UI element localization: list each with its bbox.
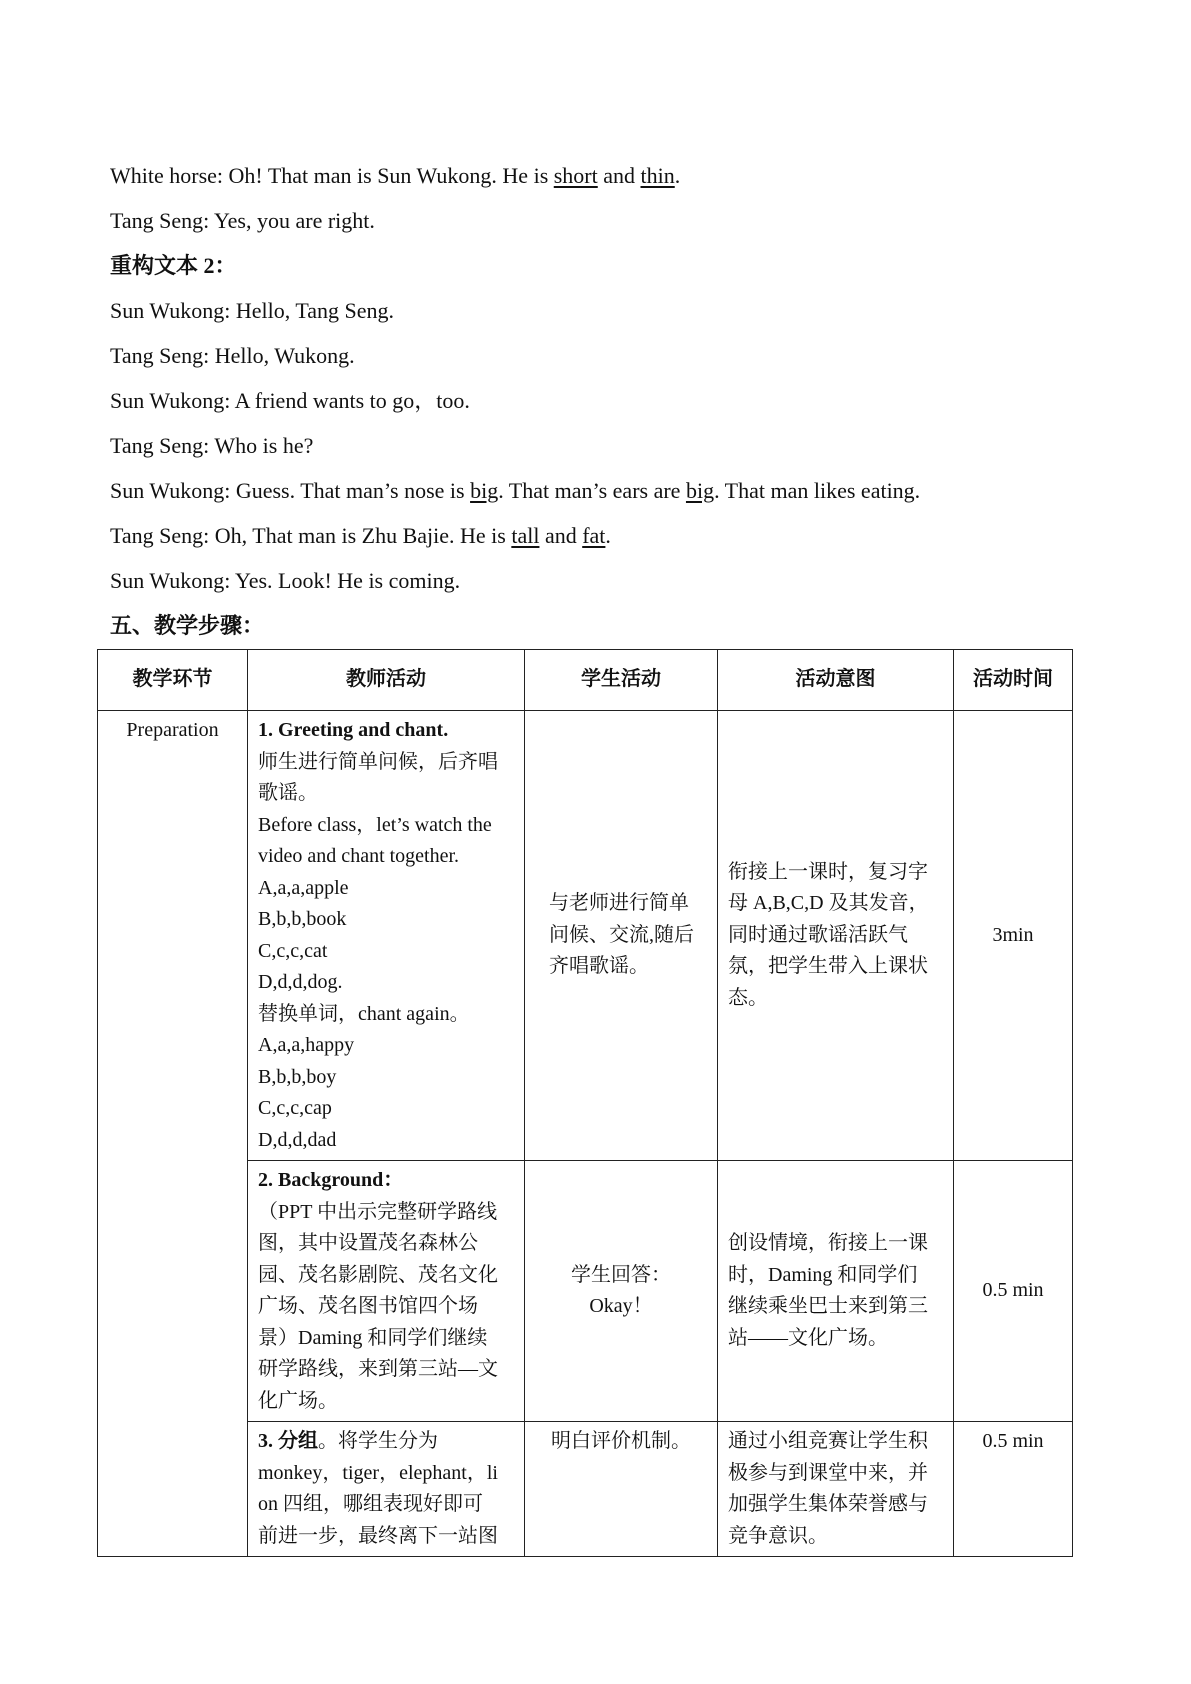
cell-text: 竞争意识。 — [728, 1524, 828, 1547]
cell-text: （PPT 中出示完整研学路线 — [258, 1200, 498, 1223]
cell-text: 研学路线，来到第三站—文 — [258, 1358, 498, 1380]
dialogue-text: . — [605, 523, 611, 548]
teacher-activity-cell — [248, 711, 525, 1161]
teacher-activity-cell — [248, 1161, 525, 1422]
dialogue-line — [110, 522, 611, 550]
cell-text: 时，Daming 和同学们 — [728, 1263, 918, 1286]
cell-text: 极参与到课堂中来，并 — [728, 1461, 928, 1484]
cell-text: 态。 — [728, 986, 768, 1009]
cell-text: A,a,a,happy — [258, 1034, 355, 1056]
cell-text: 。将学生分为 — [318, 1430, 438, 1452]
dialogue-text: and — [597, 163, 641, 188]
cell-text: on 四组，哪组表现好即可 — [258, 1493, 483, 1515]
cell-text: 通过小组竞赛让学生积 — [728, 1430, 928, 1452]
dialogue-line-white-horse — [110, 162, 680, 190]
underlined-word: tall — [511, 523, 540, 548]
cell-text: 创设情境，衔接上一课 — [728, 1232, 928, 1254]
dialogue-line: Tang Seng: Who is he? — [110, 433, 314, 458]
cell-text: C,c,c,cat — [258, 939, 328, 962]
cell-text: 师生进行简单问候，后齐唱 — [258, 750, 498, 773]
student-activity-cell — [525, 1422, 718, 1557]
dialogue-text: and — [539, 523, 583, 548]
header-purpose: 活动意图 — [718, 650, 954, 711]
cell-text: 广场、茂名图书馆四个场 — [258, 1295, 478, 1317]
dialogue-line: Tang Seng: Hello, Wukong. — [110, 343, 355, 368]
cell-text: 与老师进行简单 — [549, 892, 689, 915]
stage-label: Preparation — [126, 719, 219, 741]
underlined-word: fat — [582, 523, 606, 548]
activity-title: 2. Background： — [258, 1169, 404, 1191]
teacher-activity-cell — [248, 1422, 525, 1557]
dialogue-line: Sun Wukong: Hello, Tang Seng. — [110, 298, 394, 323]
cell-text: 齐唱歌谣。 — [549, 955, 649, 978]
activity-title: 3. 分组 — [258, 1430, 318, 1452]
cell-text: 站——文化广场。 — [728, 1326, 888, 1349]
purpose-cell — [718, 1422, 954, 1557]
time-cell — [954, 711, 1073, 1161]
stage-cell — [98, 711, 248, 1557]
cell-text: 替换单词，chant again。 — [258, 1002, 470, 1025]
cell-text: 歌谣。 — [258, 782, 318, 804]
cell-text: 问候、交流,随后 — [549, 923, 694, 946]
cell-text: 同时通过歌谣活跃气 — [728, 923, 908, 946]
underlined-word: short — [553, 163, 598, 188]
cell-text: B,b,b,book — [258, 908, 347, 930]
header-teacher-activity: 教师活动 — [248, 650, 525, 711]
teaching-steps-table — [97, 649, 1073, 1557]
dialogue-text: . That man likes eating. — [714, 478, 921, 503]
time-cell — [954, 1422, 1073, 1557]
cell-text: 图，其中设置茂名森林公 — [258, 1232, 478, 1254]
cell-text: 景）Daming 和同学们继续 — [258, 1326, 488, 1349]
cell-text: video and chant together. — [258, 845, 460, 867]
underlined-word: big — [470, 478, 499, 503]
cell-text: Before class，let’s watch the — [258, 813, 492, 836]
cell-text: D,d,d,dog. — [258, 971, 343, 993]
cell-text: 园、茂名影剧院、茂名文化 — [258, 1263, 498, 1286]
cell-text: 学生回答： — [571, 1263, 671, 1286]
dialogue-line: Sun Wukong: A friend wants to go，too. — [110, 388, 470, 413]
purpose-cell — [718, 711, 954, 1161]
time-cell — [954, 1161, 1073, 1422]
cell-text: 加强学生集体荣誉感与 — [728, 1493, 928, 1515]
time-value: 0.5 min — [982, 1430, 1044, 1452]
purpose-cell — [718, 1161, 954, 1422]
time-value: 3min — [992, 923, 1034, 946]
student-activity-cell — [525, 1161, 718, 1422]
activity-title: 1. Greeting and chant. — [258, 719, 449, 741]
cell-text: 衔接上一课时，复习字 — [728, 860, 928, 883]
cell-text: C,c,c,cap — [258, 1097, 332, 1119]
cell-text: Okay！ — [589, 1295, 653, 1317]
dialogue-line — [110, 477, 920, 505]
cell-text: D,d,d,dad — [258, 1128, 337, 1151]
dialogue-line-tang-seng: Tang Seng: Yes, you are right. — [110, 208, 375, 233]
header-stage: 教学环节 — [98, 650, 248, 711]
dialogue-line: Sun Wukong: Yes. Look! He is coming. — [110, 568, 461, 593]
table-header-row — [98, 650, 1073, 711]
cell-text: 明白评价机制。 — [551, 1430, 691, 1452]
student-activity-cell — [525, 711, 718, 1161]
underlined-word: thin — [640, 163, 675, 188]
dialogue-text: . — [674, 163, 681, 188]
dialogue-text: . That man’s ears are — [498, 478, 686, 503]
cell-text: 氛，把学生带入上课状 — [728, 955, 928, 978]
cell-text: B,b,b,boy — [258, 1065, 337, 1088]
cell-text: 化广场。 — [258, 1389, 338, 1412]
underlined-word: big — [685, 478, 715, 503]
header-time: 活动时间 — [954, 650, 1073, 711]
dialogue-text: White horse: Oh! That man is Sun Wukong. He is — [110, 163, 554, 188]
cell-text: monkey，tiger，elephant，li — [258, 1461, 498, 1484]
dialogue-text: Sun Wukong: Guess. That man’s nose is — [110, 478, 471, 503]
cell-text: 继续乘坐巴士来到第三 — [728, 1295, 928, 1317]
dialogue-text: Tang Seng: Oh, That man is Zhu Bajie. He is — [110, 523, 512, 548]
cell-text — [258, 1426, 514, 1458]
time-value: 0.5 min — [982, 1279, 1044, 1302]
section-heading-steps: 五、教学步骤： — [110, 613, 265, 638]
section-heading-text2: 重构文本 2： — [110, 253, 237, 278]
cell-text: 前进一步，最终离下一站图 — [258, 1524, 498, 1547]
cell-text: 母 A,B,C,D 及其发音， — [728, 892, 929, 915]
header-student-activity: 学生活动 — [525, 650, 718, 711]
table-row — [98, 711, 1073, 1161]
cell-text: A,a,a,apple — [258, 876, 349, 899]
